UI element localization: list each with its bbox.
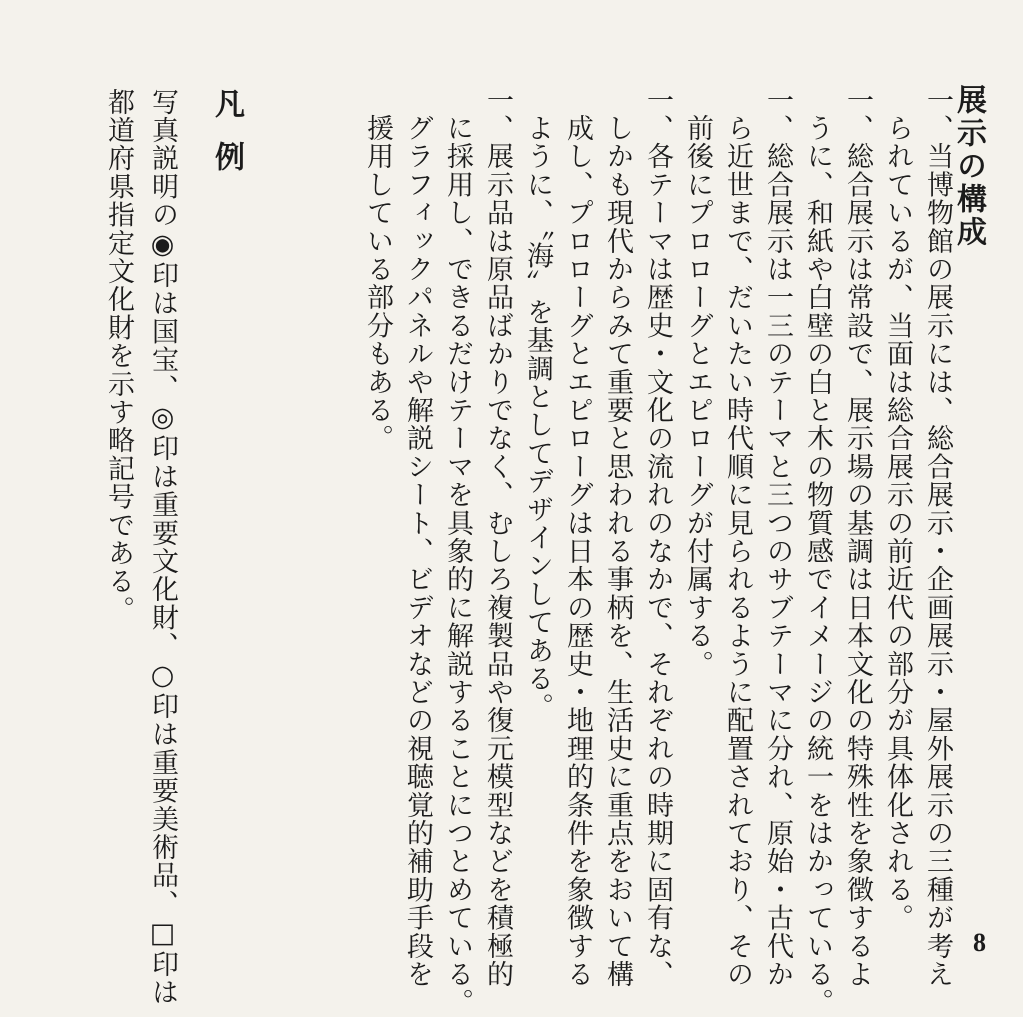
legend-title-char-2: 例: [209, 141, 244, 174]
section-body-exhibition-structure: 一、当博物館の展示には、総合展示・企画展示・屋外展示の三種が考え られているが、当面は総合展示の前近代の部分が具体化される。 一、総合展示は常設で、展示場の基調は日本文化の特殊性を象徴するよ うに、和紙や白壁の白と木の物質感でイメージの統一をはかっている。 一、総合展示は一三のテーマと三つのサブテーマに分れ、原始・古代か ら近世まで、だいたい時代順に見られるように配置されており、その 前後にプロローグとエピローグが付属する。 一、各テーマは歴史・文化の流れのなかで、それぞれの時期に固有な、 しかも現代からみて重要と思われる事柄を、生活史に重点をおいて構 成し、プロローグとエピローグは日本の歴史・地理的条件を象徴する ように、〝海〟を基調としてデザインしてある。 一、展示品は原品ばかりでなく、むしろ複製品や復元模型などを積極的 に採用し、できるだけテーマを具象的に解説することにつとめている。 グラフィックパネルや解説シート、ビデオなどの視聴覚的補助手段を 援用している部分もある。: [362, 86, 953, 1017]
page-number: 8: [973, 928, 986, 957]
legend-title-char-1: 凡: [209, 88, 244, 121]
section-title-exhibition-structure: 展示の構成: [951, 84, 986, 249]
section-title-legend: [202, 88, 246, 188]
section-body-legend: 写真説明の◉印は国宝、◎印は重要文化財、○印は重要美術品、□印は 都道府県指定文化財を示す略記号である。: [103, 88, 178, 1007]
